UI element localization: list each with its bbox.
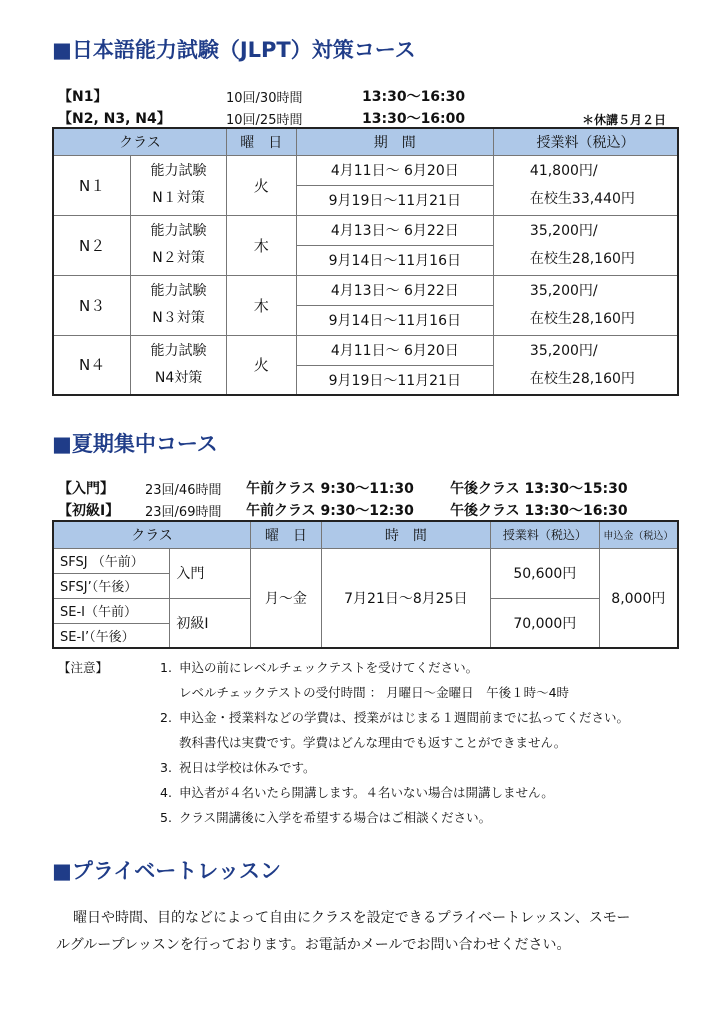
deposit-cell: 8,000円 xyxy=(599,548,678,648)
header-day: 曜 日 xyxy=(226,128,296,155)
fee-line-1: 35,200円/ xyxy=(529,223,598,239)
note-item xyxy=(160,655,629,680)
day-cell: 火 xyxy=(226,155,296,215)
period-cell: 9月19日～11月21日 xyxy=(296,185,493,215)
private-text-line-2: ルグループレッスンを行っております。お電話かメールでお問い合わせください。 xyxy=(56,937,571,953)
note-number: 3. xyxy=(160,760,172,775)
course-cell xyxy=(131,155,227,215)
jlpt-table xyxy=(52,127,679,396)
summer-header-row xyxy=(53,521,678,548)
note-item xyxy=(160,805,629,830)
note-text: 申込者が４名いたら開講します。４名いない場合は開講しません。 xyxy=(179,785,554,800)
course-line-2: N4対策 xyxy=(154,369,203,386)
course-line-1: 能力試験 xyxy=(150,223,207,239)
n1-time: 13:30～16:30 xyxy=(362,89,466,105)
beginner-pm: 午後クラス 13:30～16:30 xyxy=(450,503,628,519)
course-line-2: N１対策 xyxy=(152,190,205,206)
day-cell: 木 xyxy=(226,275,296,335)
note-text: レベルチェックテストの受付時間 ： 月曜日～金曜日 午後１時～4時 xyxy=(179,685,570,700)
note-number: 4. xyxy=(160,785,172,800)
note-item xyxy=(160,705,629,730)
fee-line-2: 在校生28,160円 xyxy=(529,311,635,327)
level-cell: N３ xyxy=(53,275,131,335)
n1-label: 【N1】 xyxy=(58,89,108,105)
course-line-2: N２対策 xyxy=(152,250,205,266)
n234-label: 【N2, N3, N4】 xyxy=(58,111,171,127)
note-item xyxy=(160,755,629,780)
note-text: 申込金・授業料などの学費は、授業がはじまる１週間前までに払ってください。 xyxy=(179,710,630,725)
level-cell: N２ xyxy=(53,215,131,275)
day-cell: 火 xyxy=(226,335,296,395)
summer-table xyxy=(52,520,679,649)
table-row xyxy=(53,548,678,573)
period-cell: 9月14日～11月16日 xyxy=(296,245,493,275)
note-text: クラス開講後に入学を希望する場合はご相談ください。 xyxy=(179,810,492,825)
table-row xyxy=(53,155,678,185)
notes-list xyxy=(160,655,629,830)
period-cell: 4月13日～ 6月22日 xyxy=(296,275,493,305)
fee-line-2: 在校生28,160円 xyxy=(529,370,635,387)
level-cell: N４ xyxy=(53,335,131,395)
note-item xyxy=(160,780,629,805)
intro-count: 23回/46時間 xyxy=(145,483,222,498)
header-class: クラス xyxy=(53,128,226,155)
fee-line-2: 在校生28,160円 xyxy=(529,251,635,267)
header-fee: 授業料（税込） xyxy=(493,128,678,155)
course-line-1: 能力試験 xyxy=(150,163,207,179)
fee-cell: 70,000円 xyxy=(490,598,599,648)
note-text: 申込の前にレベルチェックテストを受けてください。 xyxy=(179,660,479,675)
note-number: 5. xyxy=(160,810,172,825)
fee-cell: 50,600円 xyxy=(490,548,599,598)
course-cell xyxy=(131,275,227,335)
course-cell xyxy=(131,215,227,275)
fee-cell xyxy=(493,215,678,275)
jlpt-section-title: ■日本語能力試験（JLPT）対策コース xyxy=(52,38,416,62)
beginner-am: 午前クラス 9:30～12:30 xyxy=(246,503,414,519)
course-cell xyxy=(131,335,227,395)
course-cell: 初級Ⅰ xyxy=(170,598,251,648)
period-cell: 9月14日～11月16日 xyxy=(296,305,493,335)
class-code: SE-Ⅰ（午前） xyxy=(53,598,170,623)
period-cell: 4月11日～ 6月20日 xyxy=(296,335,493,365)
note-text: 祝日は学校は休みです。 xyxy=(179,760,316,775)
fee-cell xyxy=(493,155,678,215)
fee-line-1: 41,800円/ xyxy=(529,163,598,179)
course-line-1: 能力試験 xyxy=(150,283,207,299)
course-line-1: 能力試験 xyxy=(150,342,207,359)
table-row xyxy=(53,215,678,245)
intro-label: 【入門】 xyxy=(58,481,114,497)
level-cell: N１ xyxy=(53,155,131,215)
fee-line-1: 35,200円/ xyxy=(529,342,598,359)
note-number: 1. xyxy=(160,660,172,675)
period-cell: 4月11日～ 6月20日 xyxy=(296,155,493,185)
class-code: SFSJ’（午後） xyxy=(53,573,170,598)
jlpt-header-row xyxy=(53,128,678,155)
n234-time: 13:30～16:00 xyxy=(362,111,466,127)
period-cell: 9月19日～11月21日 xyxy=(296,365,493,395)
note-item xyxy=(160,680,629,705)
fee-cell xyxy=(493,335,678,395)
course-line-2: N３対策 xyxy=(152,310,205,326)
note-item xyxy=(160,730,629,755)
period-cell: 7月21日～8月25日 xyxy=(321,548,490,648)
intro-am: 午前クラス 9:30～11:30 xyxy=(246,481,414,497)
beginner-label: 【初級Ⅰ】 xyxy=(58,503,120,519)
note-number: 2. xyxy=(160,710,172,725)
fee-line-2: 在校生33,440円 xyxy=(529,191,635,207)
summer-section-title: ■夏期集中コース xyxy=(52,432,218,456)
day-cell: 木 xyxy=(226,215,296,275)
intro-pm: 午後クラス 13:30～15:30 xyxy=(450,481,628,497)
day-cell: 月～金 xyxy=(251,548,322,648)
fee-cell xyxy=(493,275,678,335)
header-class: クラス xyxy=(53,521,251,548)
notes-label: 【注意】 xyxy=(58,660,109,675)
table-row xyxy=(53,275,678,305)
class-code: SE-Ⅰ’（午後） xyxy=(53,623,170,648)
class-code: SFSJ （午前） xyxy=(53,548,170,573)
n1-count: 10回/30時間 xyxy=(226,91,303,106)
header-day: 曜 日 xyxy=(251,521,322,548)
private-section-title: ■プライベートレッスン xyxy=(52,859,282,883)
private-text-line-1: 曜日や時間、目的などによって自由にクラスを設定できるプライベートレッスン、スモー xyxy=(73,910,631,926)
beginner-count: 23回/69時間 xyxy=(145,505,222,520)
course-cell: 入門 xyxy=(170,548,251,598)
period-cell: 4月13日～ 6月22日 xyxy=(296,215,493,245)
note-text: 教科書代は実費です。学費はどんな理由でも返すことができません。 xyxy=(179,735,567,750)
n234-count: 10回/25時間 xyxy=(226,113,303,128)
header-deposit: 申込金（税込） xyxy=(599,521,678,548)
header-fee: 授業料（税込） xyxy=(490,521,599,548)
header-period: 期 間 xyxy=(296,128,493,155)
holiday-note: ＊休講５月２日 xyxy=(582,113,667,127)
fee-line-1: 35,200円/ xyxy=(529,283,598,299)
header-time: 時 間 xyxy=(321,521,490,548)
table-row xyxy=(53,335,678,365)
